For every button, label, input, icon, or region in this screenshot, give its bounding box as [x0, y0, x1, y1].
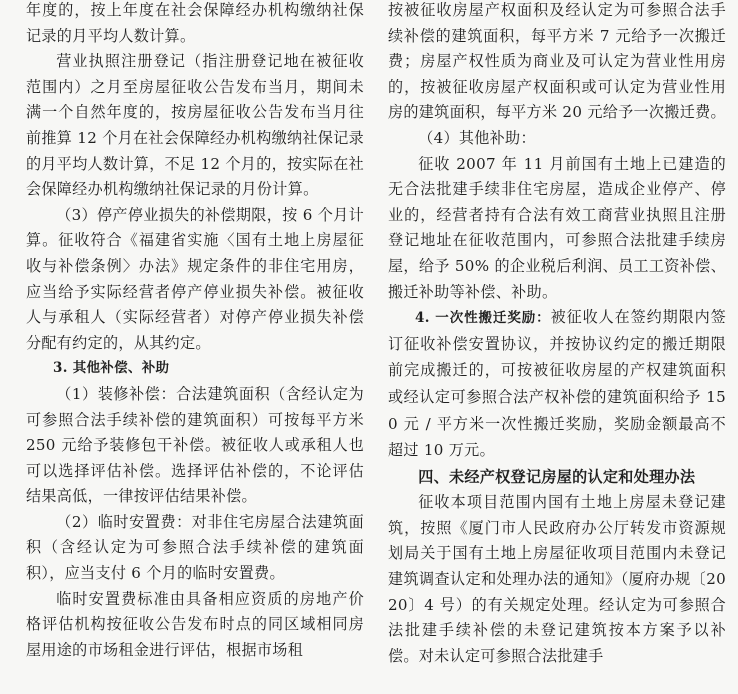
left-column — [26, 0, 364, 694]
paragraph — [26, 382, 364, 510]
paragraph-continued — [388, 0, 726, 126]
paragraph-text: 征收 2007 年 11 月前国有土地上已建造的无合法批建手续非住宅房屋，造成企业停产、停业的，经营者持有合法有效工商营业执照且注册登记地址在征收范围内，可参照合法批建手续房屋，给予 50% 的企业税后利润、员工工资补偿、搬迁补助等补偿、补助。 — [388, 154, 726, 301]
paragraph-text: 临时安置费标准由具备相应资质的房地产价格评估机构按征收公告发布时点的同区域相同房屋用途的市场租金进行评估，根据市场租 — [26, 589, 364, 659]
paragraph-text: 3. 其他补偿、补助 — [53, 360, 170, 377]
right-column — [388, 0, 726, 694]
paragraph — [26, 203, 364, 357]
section-heading — [388, 465, 726, 491]
paragraph-text: （2）临时安置费：对非住宅房屋合法建筑面积（含经认定为可参照合法手续补偿的建筑面积），应当支付 6 个月的临时安置费。 — [26, 512, 364, 583]
paragraph-text: （1）装修补偿：合法建筑面积（含经认定为可参照合法手续补偿的建筑面积）可按每平方米 250 元给予装修包干补偿。被征收人或承租人也可以选择评估补偿。选择评估补偿的，不论评估结果高低，一律按评估结果补偿。 — [26, 384, 364, 506]
paragraph-text: 营业执照注册登记（指注册登记地在被征收范围内）之月至房屋征收公告发布当月，期间未满一个自然年度的，按房屋征收公告发布当月往前推算 12 个月在社会保障经办机构缴纳社保记录的月平均人数计算，不足 12 个月的，按实际在社会保障经办机构缴纳社保记录的月份计算。 — [26, 52, 364, 199]
paragraph-text: 年度的，按上年度在社会保障经办机构缴纳社保记录的月平均人数计算。 — [26, 1, 364, 45]
paragraph — [388, 126, 726, 152]
paragraph — [388, 490, 726, 669]
paragraph-text: （4）其他补助： — [418, 128, 536, 147]
paragraph — [26, 510, 364, 587]
paragraph — [26, 49, 364, 203]
paragraph-text: 按被征收房屋产权面积及经认定为可参照合法手续补偿的建筑面积，每平方米 7 元给予一次搬迁费；房屋产权性质为商业及可认定为营业性用房的，按被征收房屋产权面积或可认定为营业性用房的建筑面积，每平方米 20 元给予一次搬迁费。 — [388, 1, 726, 122]
paragraph — [388, 152, 726, 306]
paragraph-text: （3）停产停业损失的补偿期限，按 6 个月计算。征收符合《福建省实施〈国有土地上房屋征收与补偿条例〉办法》规定条件的非住宅用房，应当给予实际经营者停产停业损失补偿。被征收人与承租人（实际经营者）对停产停业损失补偿分配有约定的，从其约定。 — [26, 205, 364, 352]
subsection-heading — [388, 305, 726, 465]
paragraph — [26, 587, 364, 664]
paragraph-text: 被征收人在签约期限内签订征收补偿安置协议，并按协议约定的搬迁期限前完成搬迁的，可按被征收房屋的产权建筑面积或经认定可参照合法产权补偿的建筑面积给予 150 元 / 平方米一次性搬迁奖励，奖励金额最高不超过 10 万元。 — [388, 308, 726, 460]
paragraph-text: 征收本项目范围内国有土地上房屋未登记建筑，按照《厦门市人民政府办公厅转发市资源规划局关于国有土地上房屋征收项目范围内未登记建筑调查认定和处理办法的通知》（厦府办规〔2020〕4 号）的有关规定处理。经认定为可参照合法批建手续补偿的未登记建筑按本方案予以补偿。对未认定可参照合法批建手 — [388, 493, 726, 665]
paragraph-text: 四、未经产权登记房屋的认定和处理办法 — [418, 467, 696, 486]
paragraph-continued — [26, 0, 364, 49]
subsection-heading — [26, 356, 364, 382]
paragraph-text: 4. 一次性搬迁奖励： — [415, 310, 551, 327]
